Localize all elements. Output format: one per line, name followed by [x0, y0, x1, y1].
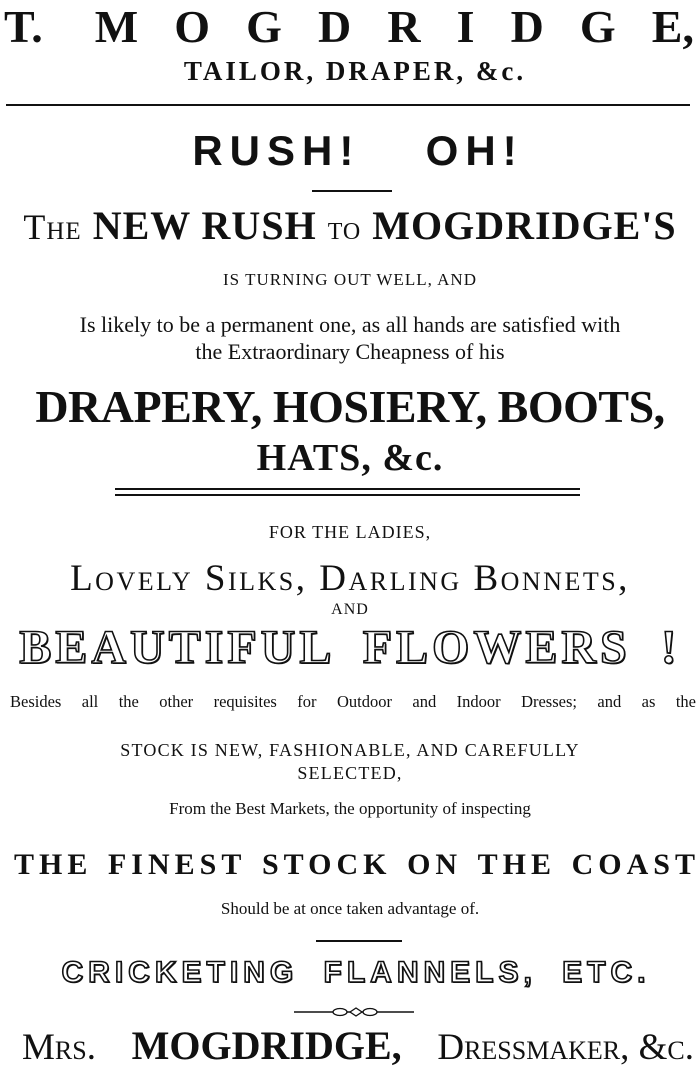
finest-word: ON — [407, 848, 463, 881]
footer-dressmaker: Dressmaker, &c. — [437, 1027, 694, 1068]
goods-line-2: HATS, &c. — [256, 437, 444, 479]
likely-line-2: the Extraordinary Cheapness of his — [195, 339, 505, 364]
ornament-loop — [363, 1009, 377, 1016]
surname-letter: I — [456, 1, 475, 52]
likely-line-1: Is likely to be a permanent one, as all hands are satisfied with — [79, 312, 621, 337]
ornament-loop — [333, 1009, 347, 1016]
besides-line — [0, 692, 700, 712]
to-word: to — [327, 210, 362, 247]
finest-word: THE — [14, 848, 93, 881]
surname-letter: E, — [651, 1, 694, 52]
should-line: Should be at once taken advantage of. — [220, 899, 480, 918]
mogdridges-word: MOGDRIDGE'S — [372, 203, 677, 248]
finest-word: COAST — [571, 848, 700, 881]
surname-letter: G — [579, 1, 616, 52]
finest-word: THE — [477, 848, 557, 881]
headline: RUSH! OH! — [192, 127, 524, 174]
new-rush-words: NEW RUSH — [92, 203, 317, 248]
footer-line — [0, 1022, 700, 1069]
stock-line-1: STOCK IS NEW, FASHIONABLE, AND CAREFULLY — [120, 740, 580, 760]
finest-word: FINEST — [107, 848, 247, 881]
short-rule — [312, 190, 392, 192]
initial: T. — [4, 1, 43, 52]
turning-out-line: IS TURNING OUT WELL, AND — [223, 270, 477, 289]
footer-name: MOGDRIDGE, — [131, 1023, 402, 1068]
finest-line — [0, 848, 700, 882]
ornament-diamond — [350, 1008, 362, 1016]
and-line: AND — [331, 601, 369, 618]
surname-letter: D — [318, 1, 352, 52]
flowers-line: BEAUTIFUL FLOWERS ! — [19, 621, 681, 674]
double-rule-bottom — [115, 494, 580, 496]
markets-line: From the Best Markets, the opportunity of inspecting — [169, 799, 531, 818]
surname-letter: G — [246, 1, 282, 52]
stock-line-2: SELECTED, — [297, 763, 403, 783]
besides-text: Besides all the other requisites for Outdoor and Indoor Dresses; and as the — [10, 692, 696, 711]
surname-letter: O — [174, 1, 211, 52]
ladies-line: FOR THE LADIES, — [268, 522, 432, 542]
goods-line-1: DRAPERY, HOSIERY, BOOTS, — [35, 381, 665, 432]
double-rule-top — [115, 488, 580, 490]
trade-line: TAILOR, DRAPER, &c. — [183, 56, 527, 86]
surname-letter: R — [387, 1, 421, 52]
cricketing-line: CRICKETING FLANNELS, ETC. — [61, 956, 651, 989]
footer-mrs: Mrs. — [22, 1027, 96, 1068]
short-rule-2 — [316, 940, 402, 942]
surname-letter: M — [94, 1, 139, 52]
ornament-rule — [294, 1006, 414, 1018]
header-rule — [6, 104, 690, 106]
surname — [95, 0, 694, 53]
the-word: The — [23, 207, 82, 247]
advertiser-name — [0, 0, 700, 50]
surname-letter: D — [510, 1, 544, 52]
finest-word: STOCK — [261, 848, 392, 881]
silks-line: Lovely Silks, Darling Bonnets, — [70, 558, 630, 599]
rush-line — [0, 202, 700, 249]
